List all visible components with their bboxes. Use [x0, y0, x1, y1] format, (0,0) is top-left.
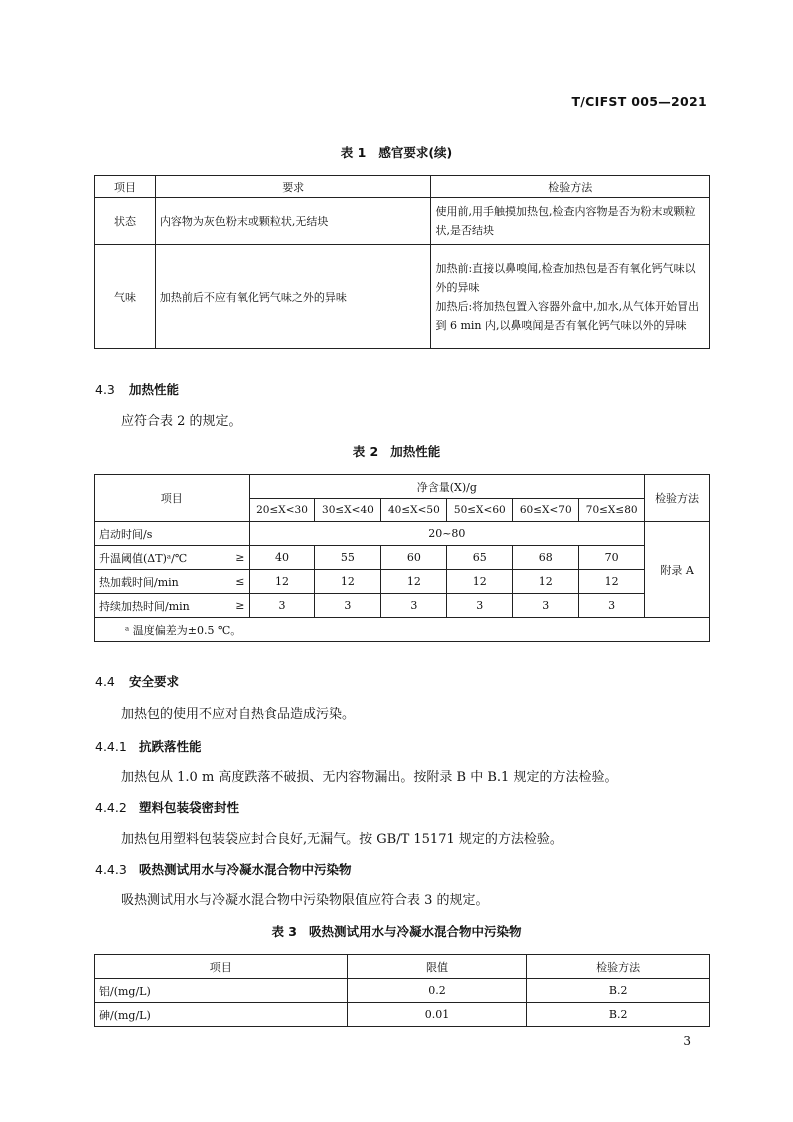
table2-range: 60≤X<70: [513, 499, 579, 522]
table3-caption-title: 吸热测试用水与冷凝水混合物中污染物: [309, 924, 522, 939]
table3-header-item: 项目: [95, 955, 348, 979]
table2-cell: 3: [447, 594, 513, 618]
table2-caption-num: 表 2: [352, 444, 379, 459]
table2-caption-title: 加热性能: [390, 444, 441, 459]
table2-cell: 40: [249, 546, 315, 570]
table2-cell: 60: [381, 546, 447, 570]
table2-method: 附录 A: [645, 522, 710, 618]
table2-cell: 55: [315, 546, 381, 570]
section-number: 4.3: [95, 382, 115, 397]
table3-row-method: B.2: [527, 979, 710, 1003]
table3: [94, 954, 710, 1027]
section-4-4-1-heading: [95, 737, 202, 755]
table3-header-method: 检验方法: [527, 955, 710, 979]
table1-row-item: 气味: [95, 245, 156, 349]
table1-row-method: 使用前,用手触摸加热包,检查内容物是否为粉末或颗粒状,是否结块: [431, 198, 710, 245]
table3-row-limit: 0.01: [347, 1003, 527, 1027]
table1-method-after: 加热后:将加热包置入容器外盒中,加水,从气体开始冒出到 6 min 内,以鼻嗅闻是否有氧化钙气味以外的异味: [435, 299, 700, 332]
section-number: 4.4.1: [95, 739, 127, 754]
section-title: 抗跌落性能: [139, 739, 202, 754]
section-number: 4.4.2: [95, 800, 127, 815]
table2-row-label: 持续加热时间/min: [99, 599, 190, 613]
table2-header-item: 项目: [95, 475, 250, 522]
section-4-4-heading: [95, 672, 179, 690]
table3-header-limit: 限值: [347, 955, 527, 979]
table1-row: [95, 198, 710, 245]
table1-caption-num: 表 1: [340, 145, 367, 160]
table2-row-symbol: ≥: [235, 599, 245, 612]
table1: [94, 175, 710, 349]
section-4-4-1-text: 加热包从 1.0 m 高度跌落不破损、无内容物漏出。按附录 B 中 B.1 规定的方法检验。: [121, 770, 618, 785]
table1-row-item: 状态: [95, 198, 156, 245]
table2-cell: 68: [513, 546, 579, 570]
table2-row-label-cell: [95, 570, 250, 594]
table2-range: 50≤X<60: [447, 499, 513, 522]
section-number: 4.4.3: [95, 862, 127, 877]
table2-cell: 12: [579, 570, 645, 594]
table2-cell: 70: [579, 546, 645, 570]
table1-header-method: 检验方法: [431, 176, 710, 198]
table1-method-before: 加热前:直接以鼻嗅闻,检查加热包是否有氧化钙气味以外的异味: [435, 261, 696, 294]
table2-cell: 12: [315, 570, 381, 594]
table1-caption-title: 感官要求(续): [378, 145, 453, 160]
table2-row-label-cell: [95, 594, 250, 618]
table2-range: 20≤X<30: [249, 499, 315, 522]
table3-row-item: 砷/(mg/L): [95, 1003, 348, 1027]
table2-row-label: 启动时间/s: [95, 522, 250, 546]
table2-row: [95, 594, 710, 618]
table2-header-method: 检验方法: [645, 475, 710, 522]
table2-range: 30≤X<40: [315, 499, 381, 522]
table3-row: [95, 1003, 710, 1027]
section-title: 吸热测试用水与冷凝水混合物中污染物: [139, 862, 352, 877]
table2-range: 40≤X<50: [381, 499, 447, 522]
table2-footnote: ᵃ 温度偏差为±0.5 ℃。: [95, 618, 710, 642]
table2-cell: 3: [513, 594, 579, 618]
table2-cell: 3: [381, 594, 447, 618]
section-4-4-text: 加热包的使用不应对自热食品造成污染。: [121, 707, 356, 722]
table1-header-item: 项目: [95, 176, 156, 198]
table2: [94, 474, 710, 642]
table3-row-limit: 0.2: [347, 979, 527, 1003]
table2-cell: 65: [447, 546, 513, 570]
table2-row-label-cell: [95, 546, 250, 570]
table2-row: [95, 570, 710, 594]
standard-id: T/CIFST 005—2021: [571, 94, 707, 109]
section-4-4-3-heading: [95, 860, 352, 878]
table2-caption: [0, 442, 793, 460]
section-number: 4.4: [95, 674, 115, 689]
table2-cell: 12: [249, 570, 315, 594]
table3-row-method: B.2: [527, 1003, 710, 1027]
table3-caption: [0, 922, 793, 940]
table1-row-requirement: 内容物为灰色粉末或颗粒状,无结块: [155, 198, 431, 245]
section-4-3-text: 应符合表 2 的规定。: [121, 414, 242, 429]
table2-cell: 3: [579, 594, 645, 618]
section-title: 加热性能: [129, 382, 180, 397]
page-number: 3: [683, 1034, 691, 1048]
table1-header-requirement: 要求: [155, 176, 431, 198]
table2-row: [95, 522, 710, 546]
table1-row-method: [431, 245, 710, 349]
table2-range: 70≤X≤80: [579, 499, 645, 522]
table2-row: [95, 546, 710, 570]
table1-caption: [0, 143, 793, 161]
section-4-4-3-text: 吸热测试用水与冷凝水混合物中污染物限值应符合表 3 的规定。: [121, 893, 489, 908]
table2-row-label: 热加载时间/min: [99, 575, 179, 589]
table1-row-requirement: 加热前后不应有氧化钙气味之外的异味: [155, 245, 431, 349]
table2-cell: 12: [447, 570, 513, 594]
table2-header-net-content: 净含量(X)/g: [249, 475, 645, 499]
table3-row: [95, 979, 710, 1003]
section-4-4-2-text: 加热包用塑料包装袋应封合良好,无漏气。按 GB/T 15171 规定的方法检验。: [121, 832, 563, 847]
section-title: 塑料包装袋密封性: [139, 800, 240, 815]
section-4-4-2-heading: [95, 798, 239, 816]
section-title: 安全要求: [129, 674, 180, 689]
table2-startup-value: 20~80: [249, 522, 645, 546]
table3-row-item: 铝/(mg/L): [95, 979, 348, 1003]
table2-cell: 12: [513, 570, 579, 594]
table1-row: [95, 245, 710, 349]
table2-cell: 3: [315, 594, 381, 618]
section-4-3-heading: [95, 380, 179, 398]
table2-row-symbol: ≥: [235, 551, 245, 564]
table2-cell: 12: [381, 570, 447, 594]
table2-cell: 3: [249, 594, 315, 618]
table3-caption-num: 表 3: [271, 924, 298, 939]
table2-row-symbol: ≤: [235, 575, 245, 588]
table2-row-label: 升温阈值(ΔT)ᵃ/℃: [99, 551, 188, 565]
